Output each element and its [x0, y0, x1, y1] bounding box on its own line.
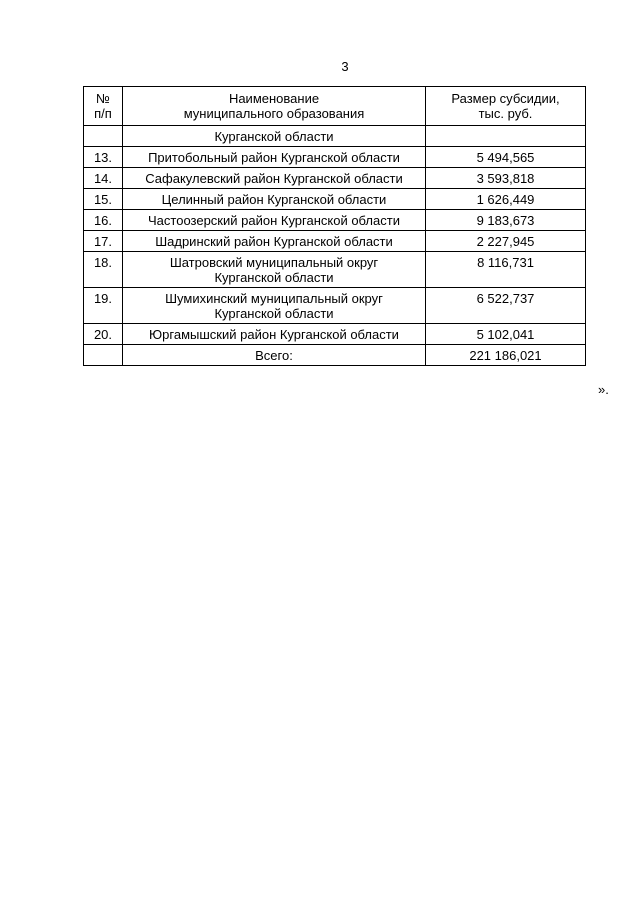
table-row	[84, 210, 586, 231]
row-amount-cell	[426, 252, 586, 288]
row-number	[84, 126, 122, 129]
row-number-cell	[84, 231, 123, 252]
row-number-cell	[84, 147, 123, 168]
subsidy-amount	[426, 126, 585, 129]
row-name-cell	[123, 288, 426, 324]
row-number: 16.	[93, 213, 113, 228]
table-row	[84, 288, 586, 324]
row-number: 17.	[93, 234, 113, 249]
table-row	[84, 252, 586, 288]
row-number: 15.	[93, 192, 113, 207]
header-number: № п/п	[94, 91, 112, 121]
row-number: 20.	[93, 327, 113, 342]
row-number-cell	[84, 288, 123, 324]
municipality-name: Сафакулевский район Курганской области	[145, 171, 403, 186]
continuation-name-cell	[123, 126, 426, 147]
row-amount-cell	[426, 231, 586, 252]
subsidy-amount: 9 183,673	[476, 213, 535, 228]
continuation-row	[84, 126, 586, 147]
subsidy-amount: 2 227,945	[476, 234, 535, 249]
municipality-name: Юргамышский район Курганской области	[149, 327, 399, 342]
row-name-cell	[123, 168, 426, 189]
municipality-name: Частоозерский район Курганской области	[148, 213, 400, 228]
row-name-cell	[123, 189, 426, 210]
header-amount-cell	[426, 87, 586, 126]
table-row	[84, 231, 586, 252]
row-number-cell	[84, 210, 123, 231]
municipality-name: Шадринский район Курганской области	[155, 234, 393, 249]
subsidy-amount: 6 522,737	[476, 291, 535, 306]
municipality-name: Целинный район Курганской области	[161, 192, 387, 207]
subsidy-amount: 3 593,818	[476, 171, 535, 186]
row-number: 19.	[93, 291, 113, 306]
row-name-cell	[123, 210, 426, 231]
header-name: Наименование муниципального образования	[183, 91, 365, 121]
row-name-cell	[123, 324, 426, 345]
total-label-cell	[123, 345, 426, 366]
row-amount-cell	[426, 324, 586, 345]
municipality-name: Шумихинский муниципальный округ Курганской области	[165, 291, 383, 321]
row-number-cell	[84, 324, 123, 345]
row-amount-cell	[426, 189, 586, 210]
row-name-cell	[123, 231, 426, 252]
subsidy-amount: 5 494,565	[476, 150, 535, 165]
row-number: 18.	[93, 255, 113, 270]
page-number: 3	[341, 59, 349, 74]
subsidy-table	[83, 86, 586, 366]
closing-quote-mark: ».	[598, 382, 609, 397]
total-amount-cell	[426, 345, 586, 366]
row-number: 13.	[93, 150, 113, 165]
table-row	[84, 147, 586, 168]
row-amount-cell	[426, 210, 586, 231]
row-number-cell	[84, 252, 123, 288]
row-number: 14.	[93, 171, 113, 186]
table-row	[84, 168, 586, 189]
row-amount-cell	[426, 168, 586, 189]
municipality-name: Курганской области	[214, 129, 334, 144]
table-body	[84, 126, 586, 345]
header-amount: Размер субсидии, тыс. руб.	[451, 91, 560, 121]
row-number-cell	[84, 168, 123, 189]
table-row	[84, 189, 586, 210]
municipality-name: Шатровский муниципальный округ Курганской области	[169, 255, 379, 285]
row-amount-cell	[426, 147, 586, 168]
subsidy-amount: 8 116,731	[477, 255, 534, 270]
total-row	[84, 345, 586, 366]
total-number-cell	[84, 345, 123, 366]
header-name-cell	[123, 87, 426, 126]
total-label: Всего:	[255, 348, 293, 363]
total-amount: 221 186,021	[469, 348, 542, 363]
row-amount-cell	[426, 288, 586, 324]
total-number	[84, 345, 122, 348]
table-row	[84, 324, 586, 345]
subsidy-amount: 5 102,041	[476, 327, 535, 342]
subsidy-amount: 1 626,449	[476, 192, 535, 207]
continuation-number-cell	[84, 126, 123, 147]
row-name-cell	[123, 252, 426, 288]
header-number-cell	[84, 87, 123, 126]
continuation-amount-cell	[426, 126, 586, 147]
table-header-row	[84, 87, 586, 126]
row-name-cell	[123, 147, 426, 168]
municipality-name: Притобольный район Курганской области	[148, 150, 400, 165]
row-number-cell	[84, 189, 123, 210]
